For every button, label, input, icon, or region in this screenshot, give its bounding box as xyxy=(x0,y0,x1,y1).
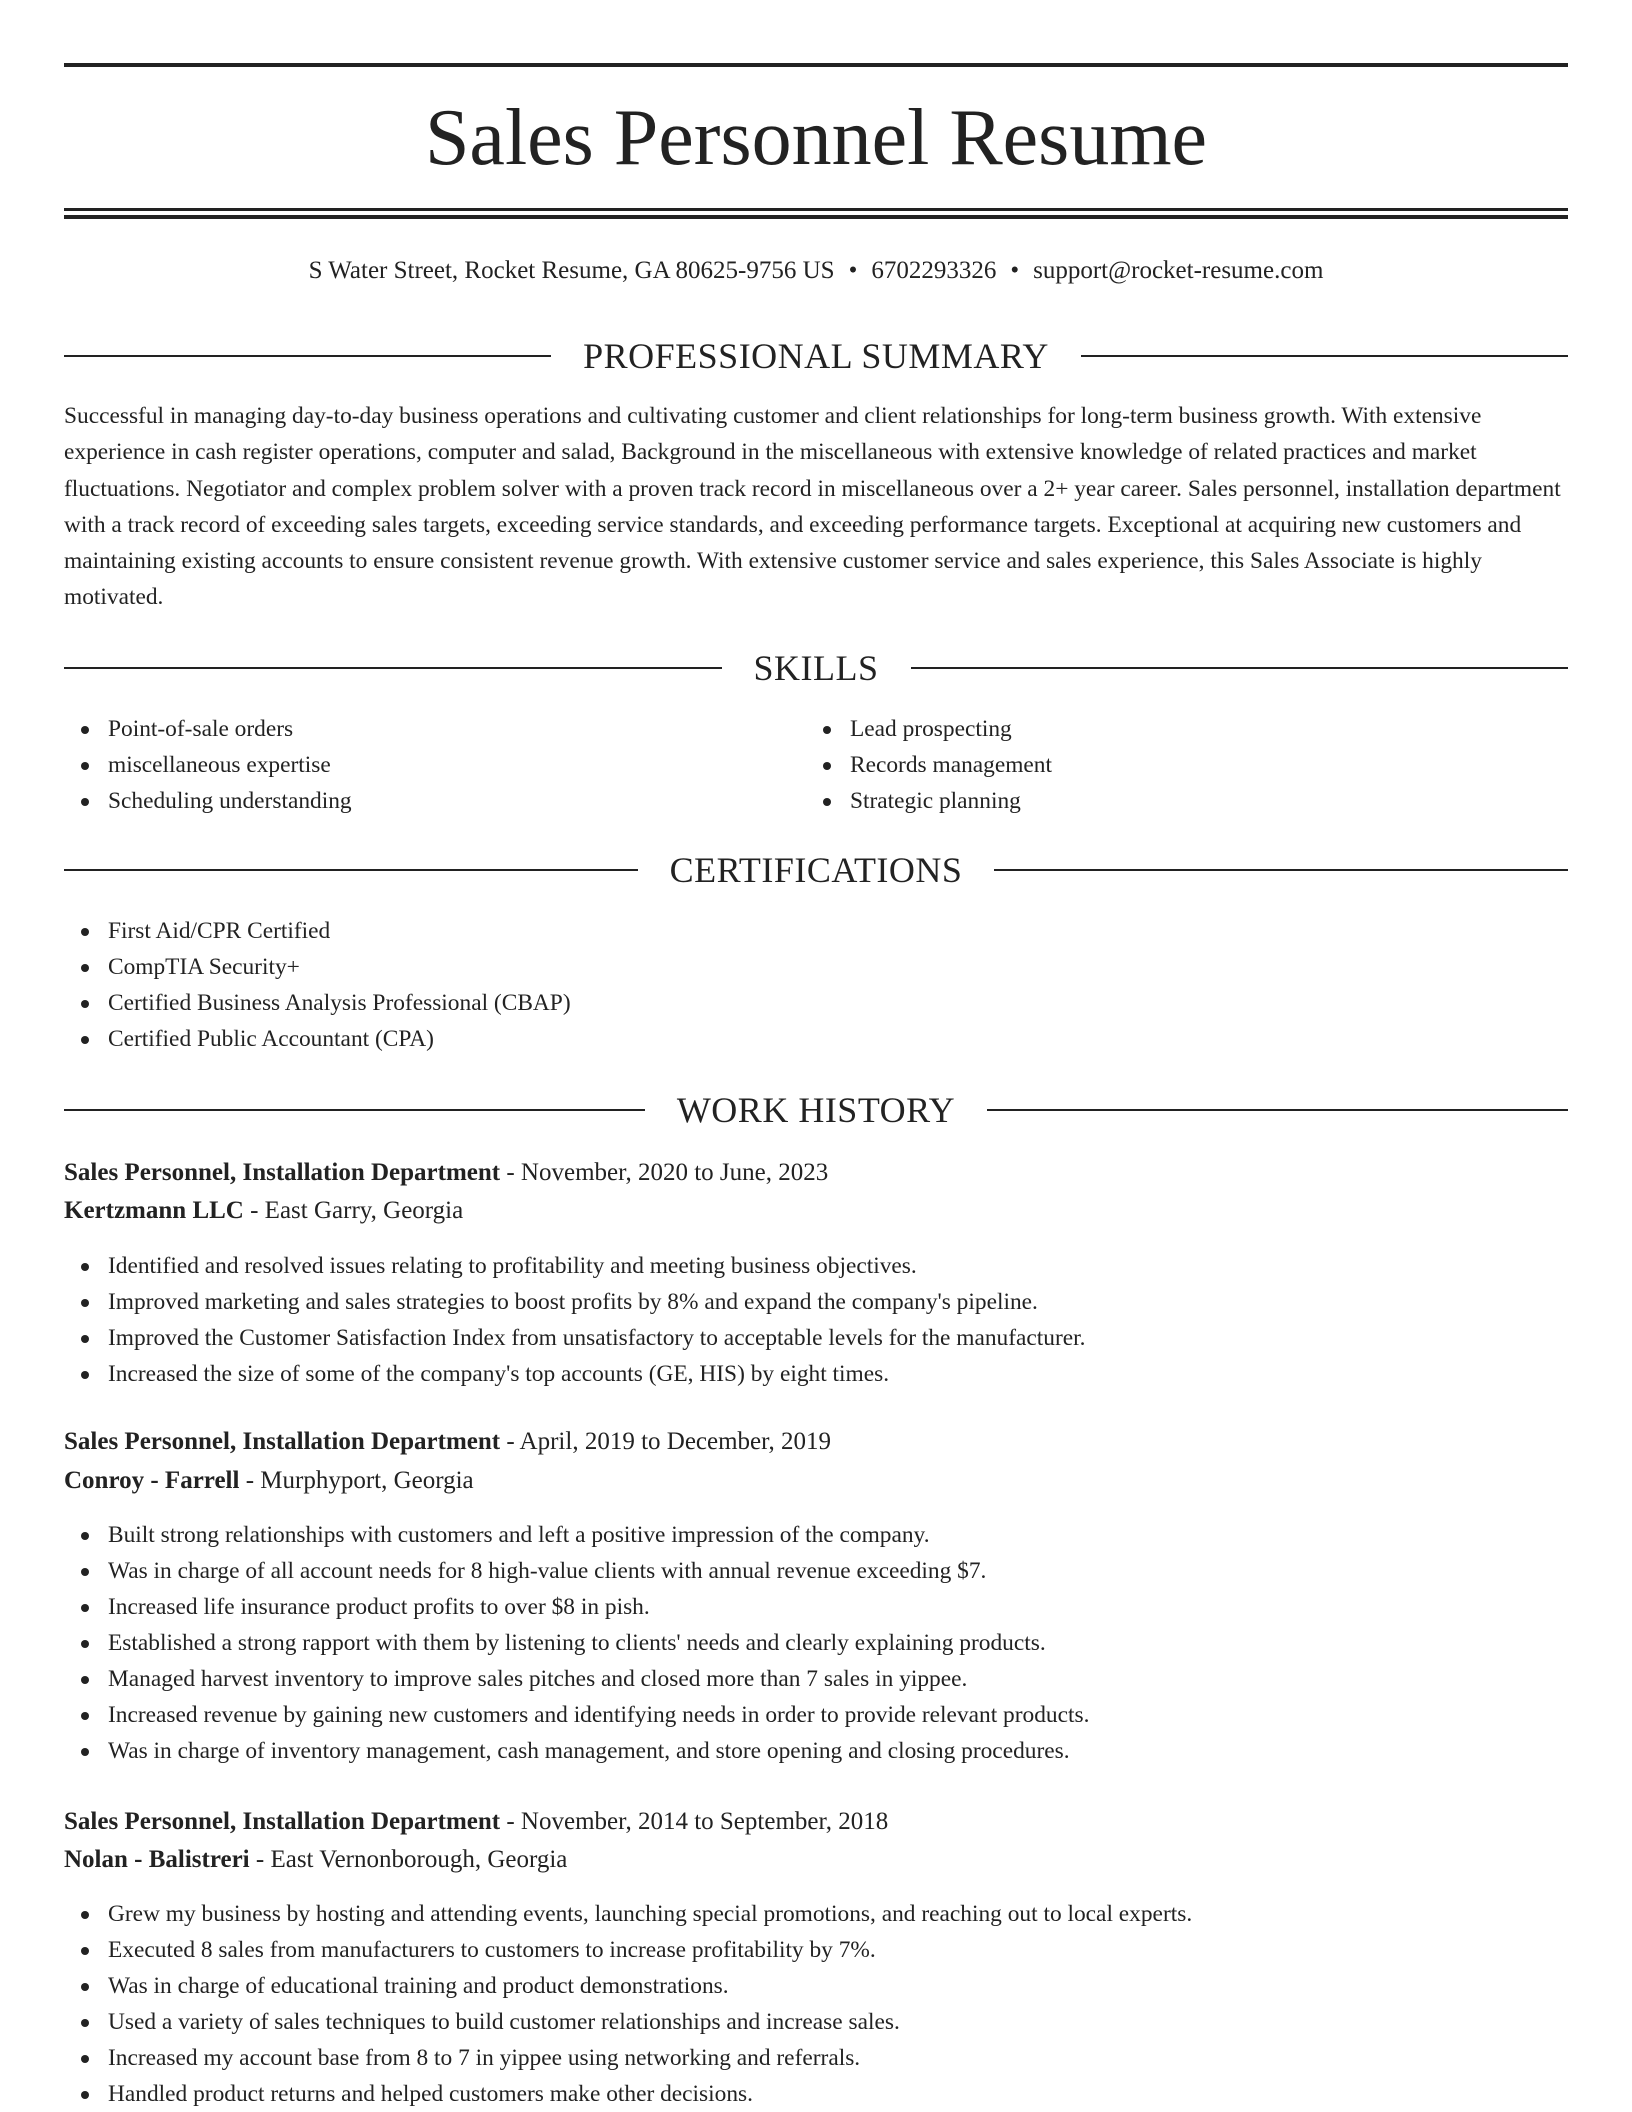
heading-rule-left xyxy=(64,667,722,669)
title-rule-upper xyxy=(64,208,1568,211)
skills-list-right xyxy=(806,711,1052,819)
job-bullet: Executed 8 sales from manufacturers to customers to increase profitability by 7%. xyxy=(64,1932,1192,1968)
contact-separator: • xyxy=(1010,257,1020,284)
job-bullets xyxy=(64,1896,1192,2112)
job-bullet: Identified and resolved issues relating to profitability and meeting business objectives. xyxy=(64,1248,1086,1284)
job-title: Sales Personnel, Installation Department xyxy=(64,1428,501,1455)
skill-item: miscellaneous expertise xyxy=(64,747,352,783)
skills-heading xyxy=(64,646,1568,690)
job-bullet: Increased life insurance product profits to over $8 in pish. xyxy=(64,1589,1089,1625)
job-bullet: Increased my account base from 8 to 7 in yippee using networking and referrals. xyxy=(64,2040,1192,2076)
resume-title: Sales Personnel Resume xyxy=(424,94,1208,182)
certification-item: First Aid/CPR Certified xyxy=(64,913,571,949)
heading-rule-left xyxy=(64,1109,645,1111)
skill-item: Records management xyxy=(806,747,1052,783)
job-bullets xyxy=(64,1517,1089,1769)
job-company-line xyxy=(64,1192,1568,1230)
contact-separator: • xyxy=(848,257,858,284)
contact-email: support@rocket-resume.com xyxy=(1033,257,1324,284)
summary-paragraph: Successful in managing day-to-day business operations and cultivating customer and client relationships for long-term business growth. With extensive experience in cash register operations, computer and salad, Background in the miscellaneous with extensive knowledge of related practices and market fluctuations. Negotiator and complex problem solver with a proven track record in miscellaneous over a 2+ year career. Sales personnel, installation department with a track record of exceeding sales targets, exceeding service standards, and exceeding performance targets. Exceptional at acquiring new customers and maintaining existing accounts to ensure consistent revenue growth. With extensive customer service and sales experience, this Sales Associate is highly motivated. xyxy=(64,403,1561,611)
job-dates: - November, 2020 to June, 2023 xyxy=(500,1159,829,1186)
title-rule-lower xyxy=(64,215,1568,219)
heading-rule-right xyxy=(911,667,1569,669)
job-bullet: Increased revenue by gaining new customers and identifying needs in order to provide relevant products. xyxy=(64,1697,1089,1733)
job-title-line xyxy=(64,1803,1568,1841)
job-company: Nolan - Balistreri xyxy=(64,1846,250,1873)
job-bullet: Improved marketing and sales strategies to boost profits by 8% and expand the company's pipeline. xyxy=(64,1284,1086,1320)
heading-rule-left xyxy=(64,355,551,357)
certification-item: Certified Business Analysis Professional (CBAP) xyxy=(64,985,571,1021)
heading-rule-right xyxy=(994,869,1568,871)
skill-item: Point-of-sale orders xyxy=(64,711,352,747)
certifications-list xyxy=(64,913,571,1057)
heading-rule-left xyxy=(64,869,638,871)
job-bullet: Established a strong rapport with them by listening to clients' needs and clearly explaining products. xyxy=(64,1625,1089,1661)
summary-heading-text: PROFESSIONAL SUMMARY xyxy=(583,336,1049,376)
work-history-heading-text: WORK HISTORY xyxy=(676,1090,956,1130)
certification-item: CompTIA Security+ xyxy=(64,949,571,985)
job-bullet: Built strong relationships with customers and left a positive impression of the company. xyxy=(64,1517,1089,1553)
top-rule xyxy=(64,63,1568,67)
job-title-line xyxy=(64,1423,1568,1461)
job-dates: - November, 2014 to September, 2018 xyxy=(500,1808,889,1835)
job-company-line xyxy=(64,1462,1568,1500)
job-bullet: Managed harvest inventory to improve sales pitches and closed more than 7 sales in yippee. xyxy=(64,1661,1089,1697)
job-bullet: Was in charge of all account needs for 8 high-value clients with annual revenue exceeding $7. xyxy=(64,1553,1089,1589)
job-company: Kertzmann LLC xyxy=(64,1197,244,1224)
job-dates: - April, 2019 to December, 2019 xyxy=(500,1428,831,1455)
job-bullet: Was in charge of educational training and product demonstrations. xyxy=(64,1968,1192,2004)
skill-item: Strategic planning xyxy=(806,783,1052,819)
skill-item: Lead prospecting xyxy=(806,711,1052,747)
job-title: Sales Personnel, Installation Department xyxy=(64,1159,501,1186)
job-bullet: Grew my business by hosting and attending events, launching special promotions, and reaching out to local experts. xyxy=(64,1896,1192,1932)
heading-rule-right xyxy=(1081,355,1568,357)
contact-address: S Water Street, Rocket Resume, GA 80625-9756 US xyxy=(308,257,835,284)
heading-rule-right xyxy=(987,1109,1568,1111)
job-location: - East Garry, Georgia xyxy=(243,1197,464,1224)
summary-heading xyxy=(64,334,1568,378)
job-bullet: Handled product returns and helped customers make other decisions. xyxy=(64,2076,1192,2112)
job-company-line xyxy=(64,1841,1568,1879)
skills-heading-text: SKILLS xyxy=(753,648,879,688)
job-title: Sales Personnel, Installation Department xyxy=(64,1808,501,1835)
contact-phone: 6702293326 xyxy=(871,257,997,284)
certifications-heading xyxy=(64,848,1568,892)
job-title-line xyxy=(64,1154,1568,1192)
certifications-heading-text: CERTIFICATIONS xyxy=(669,850,963,890)
job-company: Conroy - Farrell xyxy=(64,1467,240,1494)
job-location: - Murphyport, Georgia xyxy=(239,1467,474,1494)
job-bullet: Was in charge of inventory management, cash management, and store opening and closing procedures. xyxy=(64,1733,1089,1769)
job-bullet: Improved the Customer Satisfaction Index from unsatisfactory to acceptable levels for the manufacturer. xyxy=(64,1320,1086,1356)
job-bullets xyxy=(64,1248,1086,1392)
work-history-heading xyxy=(64,1088,1568,1132)
certification-item: Certified Public Accountant (CPA) xyxy=(64,1021,571,1057)
job-location: - East Vernonborough, Georgia xyxy=(249,1846,568,1873)
contact-line xyxy=(64,254,1568,288)
job-bullet: Increased the size of some of the company's top accounts (GE, HIS) by eight times. xyxy=(64,1356,1086,1392)
skill-item: Scheduling understanding xyxy=(64,783,352,819)
job-bullet: Used a variety of sales techniques to build customer relationships and increase sales. xyxy=(64,2004,1192,2040)
skills-list-left xyxy=(64,711,352,819)
